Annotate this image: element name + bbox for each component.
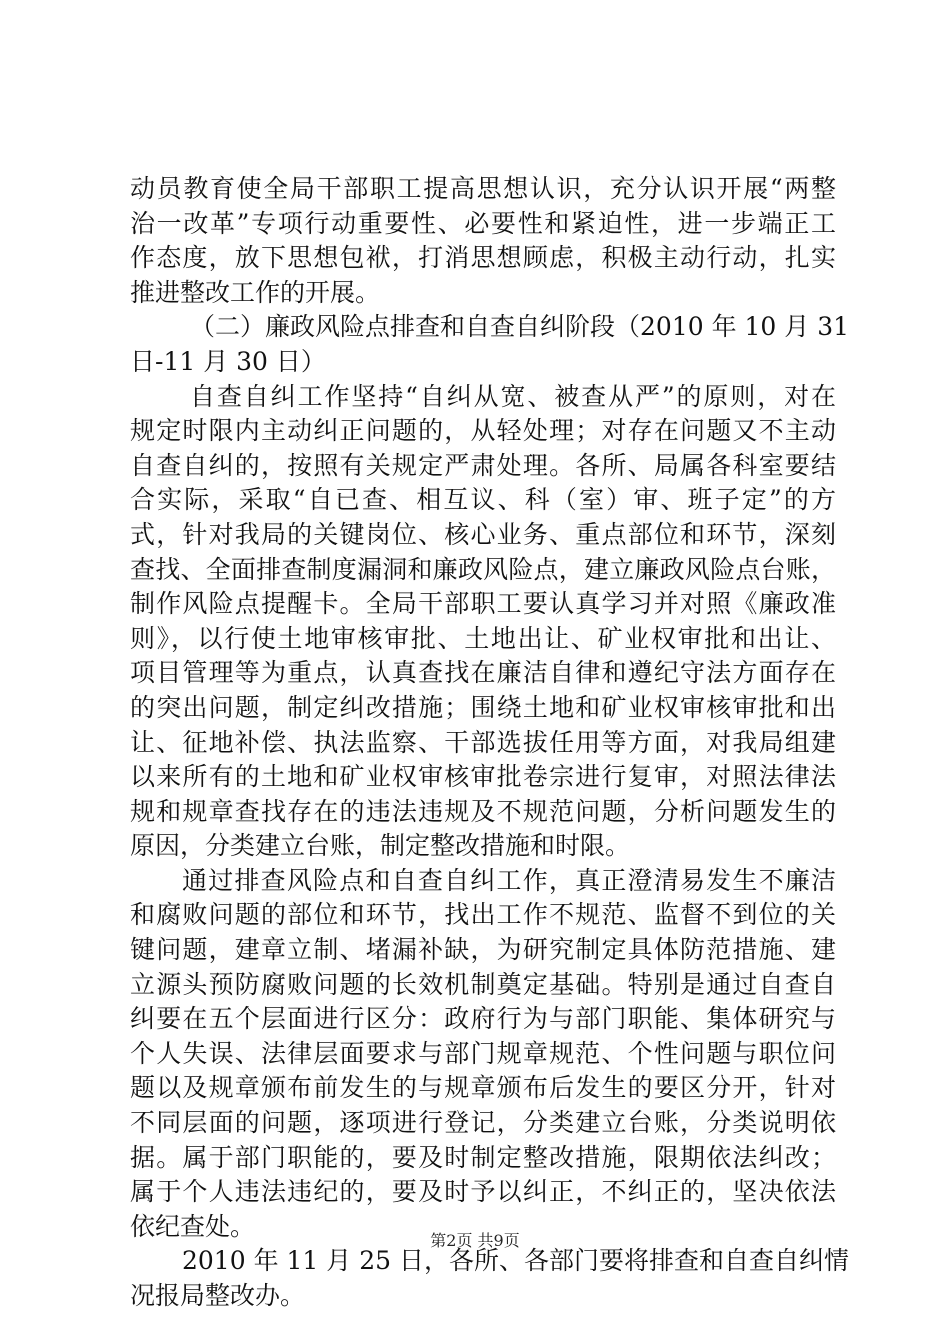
text-line: 推进整改工作的开展。: [130, 277, 381, 307]
text-line: 2010 年 11 月 25 日，各所、各部门要将排查和自查自纠情: [182, 1246, 849, 1276]
text-line: 个人失误、法律层面要求与部门规章规范、个性问题与职位问: [130, 1038, 836, 1068]
text-line: 制作风险点提醒卡。全局干部职工要认真学习并对照《廉政准: [130, 589, 836, 619]
text-line: 纠要在五个层面进行区分：政府行为与部门职能、集体研究与: [130, 1004, 836, 1034]
text-line: 式，针对我局的关键岗位、核心业务、重点部位和环节，深刻: [130, 519, 836, 549]
document-body: [130, 172, 850, 1314]
text-line: 治一改革”专项行动重要性、必要性和紧迫性，进一步端正工: [130, 208, 836, 238]
text-line: 原因，分类建立台账，制定整改措施和时限。: [130, 831, 631, 861]
text-line: 让、征地补偿、执法监察、干部选拔任用等方面，对我局组建: [130, 727, 836, 757]
section-heading-line: （二）廉政风险点排查和自查自纠阶段（2010 年 10 月 31: [190, 312, 850, 342]
text-line: 况报局整改办。: [130, 1281, 306, 1310]
text-line: 合实际，采取“自已查、相互议、科（室）审、班子定”的方: [130, 485, 836, 515]
text-line: 规定时限内主动纠正问题的，从轻处理；对存在问题又不主动: [130, 416, 836, 446]
section-heading-line: 日-11 月 30 日）: [130, 346, 326, 376]
text-line: 自查自纠工作坚持“自纠从宽、被查从严”的原则，对在: [190, 381, 836, 411]
text-line: 则》，以行使土地审核审批、土地出让、矿业权审批和出让、: [130, 623, 836, 653]
text-line: 不同层面的问题，逐项进行登记，分类建立台账，分类说明依: [130, 1108, 836, 1138]
text-line: 属于个人违法违纪的，要及时予以纠正，不纠正的，坚决依法: [130, 1177, 836, 1207]
text-line: 以来所有的土地和矿业权审核审批卷宗进行复审，对照法律法: [130, 762, 836, 792]
text-line: 题以及规章颁布前发生的与规章颁布后发生的要区分开，针对: [130, 1073, 836, 1103]
text-line: 规和规章查找存在的违法违规及不规范问题，分析问题发生的: [130, 796, 836, 826]
page-number-footer: 第2页 共9页: [430, 1231, 520, 1250]
text-line: 项目管理等为重点，认真查找在廉洁自律和遵纪守法方面存在: [130, 658, 836, 688]
text-line: 动员教育使全局干部职工提高思想认识，充分认识开展“两整: [130, 174, 836, 203]
text-line: 作态度，放下思想包袱，打消思想顾虑，积极主动行动，扎实: [130, 243, 836, 273]
text-line: 自查自纠的，按照有关规定严肃处理。各所、局属各科室要结: [130, 450, 836, 480]
text-line: 立源头预防腐败问题的长效机制奠定基础。特别是通过自查自: [130, 969, 836, 999]
text-line: 据。属于部门职能的，要及时制定整改措施，限期依法纠改；: [130, 1142, 836, 1172]
text-line: 和腐败问题的部位和环节，找出工作不规范、监督不到位的关: [130, 900, 836, 930]
text-line: 通过排查风险点和自查自纠工作，真正澄清易发生不廉洁: [182, 865, 836, 895]
text-line: 的突出问题，制定纠改措施；围绕土地和矿业权审核审批和出: [130, 692, 836, 722]
text-line: 依纪查处。: [130, 1211, 256, 1241]
text-line: 键问题，建章立制、堵漏补缺，为研究制定具体防范措施、建: [130, 935, 836, 965]
text-line: 查找、全面排查制度漏洞和廉政风险点，建立廉政风险点台账，: [130, 554, 836, 584]
